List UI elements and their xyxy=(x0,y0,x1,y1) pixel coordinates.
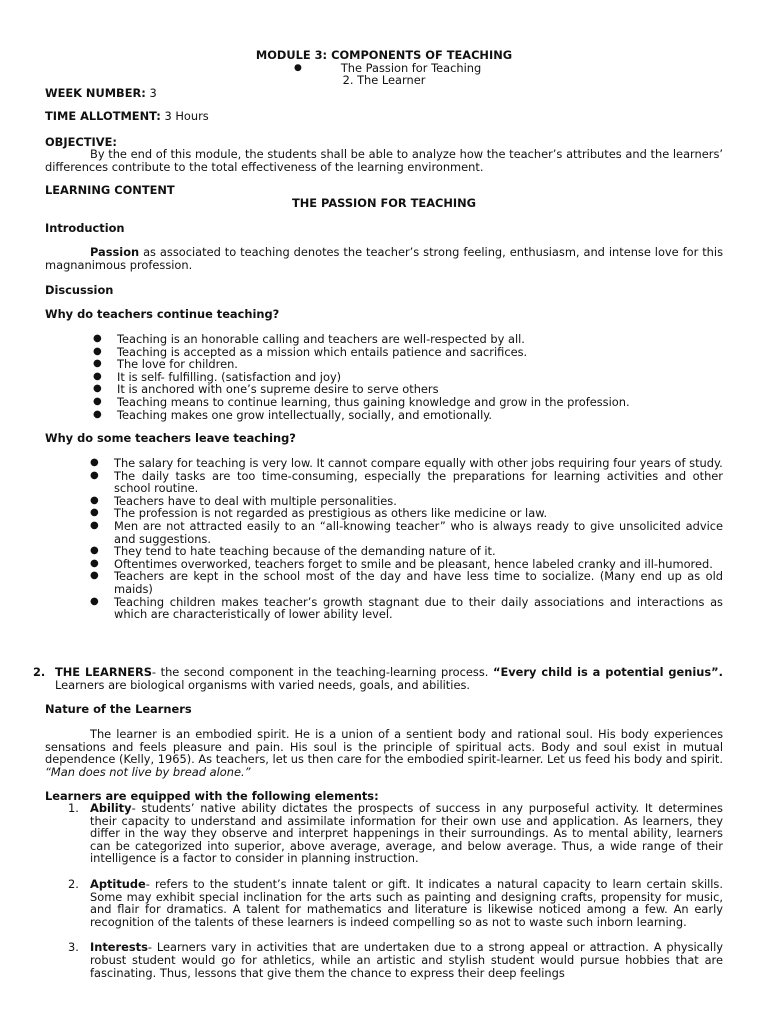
week-number-line xyxy=(45,87,157,100)
bullet-icon: ● xyxy=(90,457,99,468)
objective-text: By the end of this module, the students shall be able to analyze how the teacher’s attributes and the learners’ differences contribute to the total effectiveness of the learning environment. xyxy=(45,147,723,174)
nature-heading: Nature of the Learners xyxy=(45,702,192,716)
elements-list xyxy=(68,801,723,980)
list-item: 1. Ability- students’ native ability dictates the prospects of success in any purposeful activity. It determines their capacity to understand and assimilate information for their own use and application. As learners, they differ in the way they observe and interpret happenings in their surroundings. As to mental ability, learners can be categorized into superior, above average, average, and below average. Thus, a wide range of their intelligence is a factor to consider in planning instruction. xyxy=(68,801,723,866)
list-item: ● It is anchored with one’s supreme desire to serve others xyxy=(93,382,439,397)
bullet-icon: ● xyxy=(90,494,99,506)
nature-paragraph: The learner is an embodied spirit. He is a union of a sentient body and rational soul. His body experiences sensations and feels pleasure and pain. His soul is the principle of spiritual acts. Body and soul exist in mutual dependence (Kelly, 1965). As teachers, let us then care for the embodied spirit-learner. Let us feed his body and spirit. “Man does not live by bread alone.” xyxy=(45,727,723,779)
elements-heading: Learners are equipped with the following elements: xyxy=(45,789,379,803)
bullet-icon: ● xyxy=(93,345,102,357)
element-term: Interests xyxy=(90,940,148,955)
list-item: ● The daily tasks are too time-consuming, especially the preparations for learning activities and other school routine. xyxy=(90,468,723,496)
bullet-icon: ● xyxy=(93,358,102,370)
list-item: ● Teaching means to continue learning, thus gaining knowledge and grow in the profession. xyxy=(93,394,630,409)
bullet-icon: ● xyxy=(93,408,102,420)
element-term: Aptitude xyxy=(90,876,146,891)
question-leave-teaching: Why do some teachers leave teaching? xyxy=(45,431,296,445)
introduction-heading: Introduction xyxy=(45,221,125,235)
bullet-icon: ● xyxy=(93,395,102,407)
learners-paragraph: 2. THE LEARNERS- the second component in the teaching-learning process. “Every child is a potential genius”. Learners are biological organisms with varied needs, goals, and abilities. xyxy=(33,665,723,692)
section-title: THE PASSION FOR TEACHING xyxy=(291,196,477,210)
module-subtitle-1: ● The Passion for Teaching xyxy=(294,61,482,75)
bullet-icon: ● xyxy=(90,557,99,569)
week-label: WEEK NUMBER: xyxy=(45,86,146,100)
learning-content-label: LEARNING CONTENT xyxy=(45,183,175,197)
bullet-icon: ● xyxy=(294,63,302,73)
list-item: ● They tend to hate teaching because of the demanding nature of it. xyxy=(90,544,496,559)
bullet-icon: ● xyxy=(90,519,99,531)
bullet-icon: ● xyxy=(93,383,102,395)
list-item: ● The love for children. xyxy=(93,357,238,372)
bullet-icon: ● xyxy=(90,469,99,481)
bullet-icon: ● xyxy=(90,570,99,582)
module-title: MODULE 3: COMPONENTS OF TEACHING xyxy=(255,48,513,62)
bullet-icon: ● xyxy=(93,370,102,382)
bullet-icon: ● xyxy=(93,333,102,344)
list-item: ● Teachers are kept in the school most of the day and have less time to socialize. (Many end up as old maids) xyxy=(90,569,723,596)
list-item: ● Teaching children makes teacher’s growth stagnant due to their daily associations and interactions as which are characteristically of lower ability level. xyxy=(90,594,723,622)
list-item: ● Oftentimes overworked, teachers forget to smile and be pleasant, hence labeled cranky and ill-humored. xyxy=(90,556,713,571)
introduction-paragraph: Passion as associated to teaching denotes the teacher’s strong feeling, enthusiasm, and intense love for this magnanimous profession. xyxy=(45,245,723,272)
module-subtitle-2: 2. The Learner xyxy=(342,73,426,87)
bullet-icon: ● xyxy=(90,507,99,519)
element-term: Ability xyxy=(90,801,132,815)
leave-teaching-list xyxy=(90,456,723,622)
question-continue-teaching: Why do teachers continue teaching? xyxy=(45,307,280,321)
passion-term: Passion xyxy=(90,245,140,259)
list-item: ● The salary for teaching is very low. It cannot compare equally with other jobs requiring four years of study. xyxy=(90,456,723,470)
list-item: 3. Interests- Learners vary in activities that are undertaken due to a strong appeal or attraction. A physically robust student would go for athletics, while an artistic and stylish student would pursue hobbies that are fascinating. Thus, lessons that give them the chance to express their deep feelings xyxy=(68,940,723,980)
list-item: ● Men are not attracted easily to an “all-knowing teacher” who is always ready to give unsolicited advice and suggestions. xyxy=(90,518,723,546)
discussion-heading: Discussion xyxy=(45,283,114,297)
bullet-icon: ● xyxy=(90,545,99,557)
time-allotment-line xyxy=(45,110,209,123)
list-item: ● The profession is not regarded as prestigious as others like medicine or law. xyxy=(90,506,548,521)
time-value: 3 Hours xyxy=(160,109,209,123)
time-label: TIME ALLOTMENT: xyxy=(45,109,161,123)
week-value: 3 xyxy=(145,86,157,100)
list-item: ● Teachers have to deal with multiple personalities. xyxy=(90,493,397,508)
bullet-icon: ● xyxy=(90,595,99,607)
list-item: ● It is self- fulfilling. (satisfaction and joy) xyxy=(93,369,342,384)
continue-teaching-list xyxy=(93,332,727,422)
list-item: ● Teaching is accepted as a mission which entails patience and sacrifices. xyxy=(93,344,528,359)
nature-quote: “Man does not live by bread alone.” xyxy=(45,764,251,779)
list-item: ● Teaching is an honorable calling and teachers are well-respected by all. xyxy=(93,332,525,346)
learners-quote: “Every child is a potential genius”. xyxy=(492,665,723,679)
learners-number: 2. xyxy=(33,665,46,679)
list-item: ● Teaching makes one grow intellectually, socially, and emotionally. xyxy=(93,407,492,422)
learners-term: THE LEARNERS xyxy=(55,665,152,679)
list-item: 2. Aptitude- refers to the student’s innate talent or gift. It indicates a natural capacity to learn certain skills. Some may exhibit special inclination for the arts such as painting and designing crafts, propensity for music, and flair for dramatics. A talent for mathematics and literature is likewise noticed among a few. An early recognition of the talents of these learners is indeed compelling so as not to waste such inborn learning. xyxy=(68,876,723,929)
objective-label: OBJECTIVE: xyxy=(45,135,117,149)
